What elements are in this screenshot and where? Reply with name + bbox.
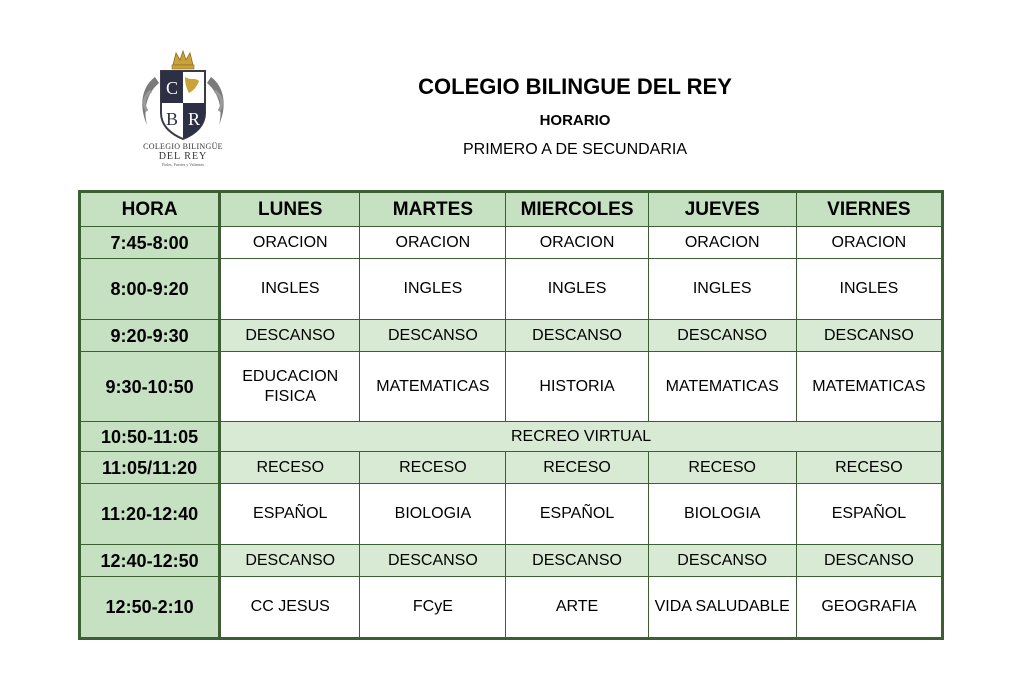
class-cell: DESCANSO <box>506 545 648 577</box>
class-cell: RECESO <box>360 452 506 484</box>
class-cell: INGLES <box>220 259 360 320</box>
crest-letter-b: B <box>165 109 179 129</box>
class-cell: INGLES <box>360 259 506 320</box>
class-cell: EDUCACION FISICA <box>220 352 360 422</box>
class-cell: ORACION <box>220 227 360 259</box>
class-cell: HISTORIA <box>506 352 648 422</box>
time-cell: 9:30-10:50 <box>80 352 220 422</box>
class-cell: ORACION <box>506 227 648 259</box>
class-cell: DESCANSO <box>360 545 506 577</box>
class-cell: ORACION <box>796 227 942 259</box>
crest-letter-r: R <box>187 109 201 129</box>
class-cell: RECESO <box>506 452 648 484</box>
table-row <box>80 484 943 545</box>
crest-letter-c: C <box>165 78 179 98</box>
class-cell: DESCANSO <box>506 320 648 352</box>
class-cell: VIDA SALUDABLE <box>648 577 796 639</box>
class-cell: ESPAÑOL <box>796 484 942 545</box>
class-cell: INGLES <box>796 259 942 320</box>
header-viernes: VIERNES <box>796 192 942 227</box>
table-row <box>80 352 943 422</box>
class-cell: DESCANSO <box>648 320 796 352</box>
logo-line1: COLEGIO BILINGÜE <box>143 142 223 151</box>
header-martes: MARTES <box>360 192 506 227</box>
recreo-virtual-cell: RECREO VIRTUAL <box>220 422 943 452</box>
table-row <box>80 320 943 352</box>
class-cell: ESPAÑOL <box>506 484 648 545</box>
class-cell: RECESO <box>648 452 796 484</box>
class-cell: DESCANSO <box>220 320 360 352</box>
time-cell: 7:45-8:00 <box>80 227 220 259</box>
time-cell: 11:05/11:20 <box>80 452 220 484</box>
time-cell: 11:20-12:40 <box>80 484 220 545</box>
class-cell: ORACION <box>648 227 796 259</box>
class-cell: DESCANSO <box>360 320 506 352</box>
class-cell: CC JESUS <box>220 577 360 639</box>
class-cell: ARTE <box>506 577 648 639</box>
table-row <box>80 227 943 259</box>
header-miercoles: MIERCOLES <box>506 192 648 227</box>
class-cell: ESPAÑOL <box>220 484 360 545</box>
class-cell: INGLES <box>648 259 796 320</box>
time-cell: 9:20-9:30 <box>80 320 220 352</box>
table-row <box>80 452 943 484</box>
class-cell: RECESO <box>220 452 360 484</box>
class-cell: MATEMATICAS <box>648 352 796 422</box>
time-cell: 10:50-11:05 <box>80 422 220 452</box>
schedule-table <box>78 190 944 640</box>
class-cell: BIOLOGIA <box>648 484 796 545</box>
time-cell: 12:40-12:50 <box>80 545 220 577</box>
class-cell: MATEMATICAS <box>360 352 506 422</box>
header-lunes: LUNES <box>220 192 360 227</box>
class-cell: BIOLOGIA <box>360 484 506 545</box>
table-row <box>80 577 943 639</box>
schedule-subtitle: HORARIO <box>539 112 611 129</box>
school-title: COLEGIO BILINGUE DEL REY <box>418 74 732 99</box>
header-jueves: JUEVES <box>648 192 796 227</box>
class-cell: DESCANSO <box>796 320 942 352</box>
class-cell: MATEMATICAS <box>796 352 942 422</box>
class-cell: FCyE <box>360 577 506 639</box>
header-hora: HORA <box>80 192 220 227</box>
table-row <box>80 259 943 320</box>
class-cell: GEOGRAFIA <box>796 577 942 639</box>
class-cell: DESCANSO <box>796 545 942 577</box>
time-cell: 8:00-9:20 <box>80 259 220 320</box>
class-cell: ORACION <box>360 227 506 259</box>
time-cell: 12:50-2:10 <box>80 577 220 639</box>
class-cell: INGLES <box>506 259 648 320</box>
logo-motto: Fieles, Fuertes y Valientes <box>162 162 204 167</box>
class-cell: DESCANSO <box>648 545 796 577</box>
logo-line2: DEL REY <box>158 151 208 162</box>
class-cell: DESCANSO <box>220 545 360 577</box>
table-row <box>80 545 943 577</box>
grade-label: PRIMERO A DE SECUNDARIA <box>462 141 688 158</box>
table-row <box>80 422 943 452</box>
class-cell: RECESO <box>796 452 942 484</box>
table-header-row <box>80 192 943 227</box>
